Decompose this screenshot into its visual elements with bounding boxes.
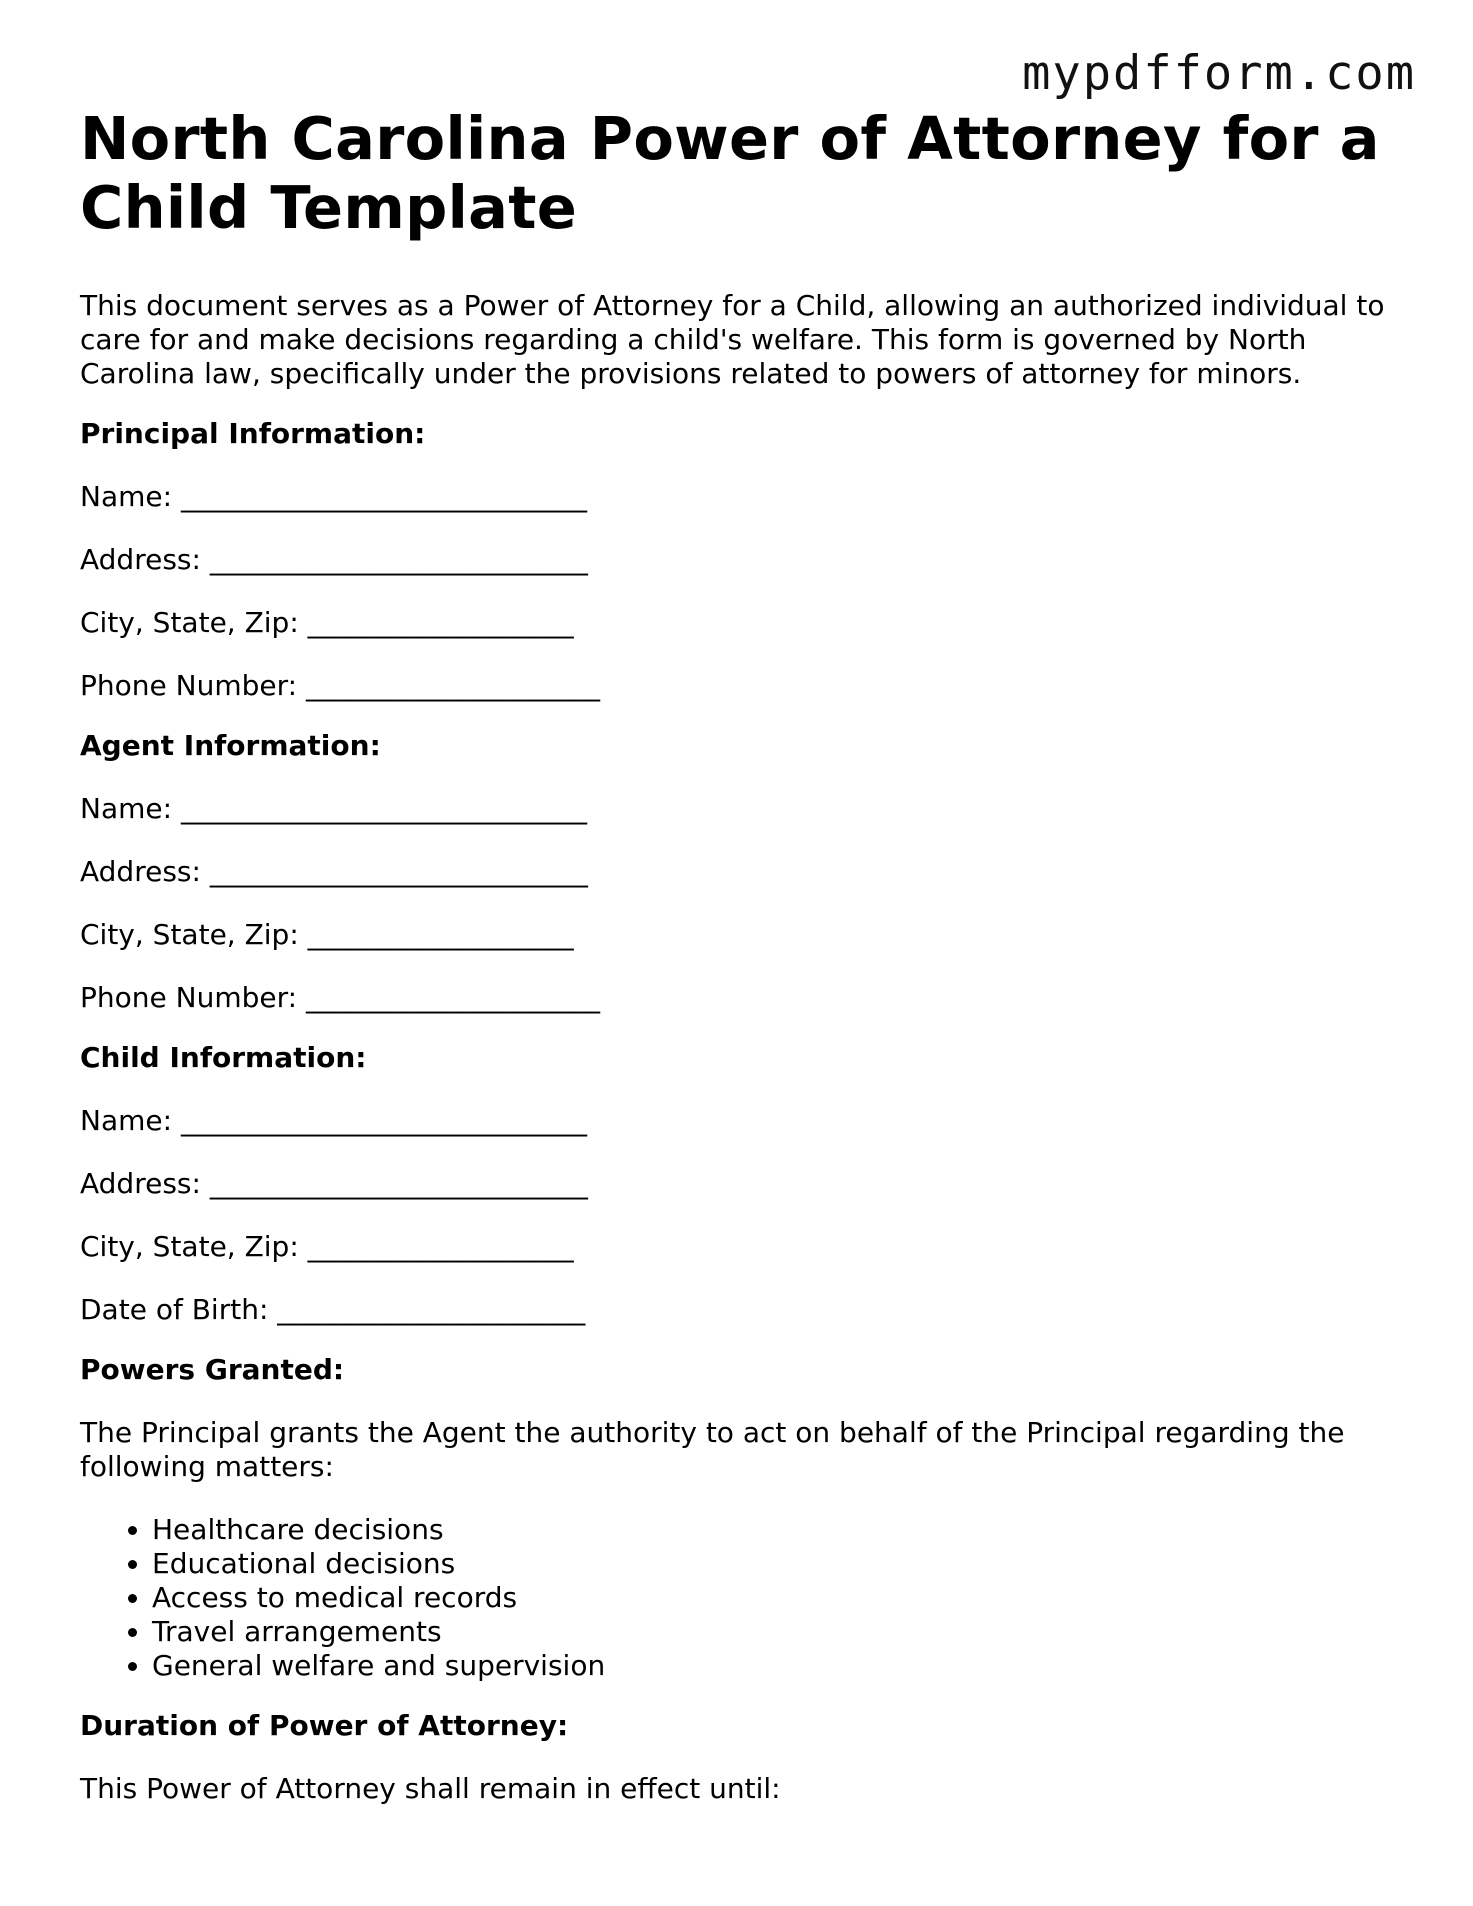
agent-heading: Agent Information: xyxy=(80,729,381,762)
child-name-field[interactable]: Name: _____________________________ xyxy=(80,1104,587,1137)
powers-list-item: • Educational decisions xyxy=(152,1547,1400,1581)
agent-name-field[interactable]: Name: _____________________________ xyxy=(80,792,587,825)
powers-list-item: • Access to medical records xyxy=(152,1581,1400,1615)
agent-section xyxy=(80,729,1400,1015)
child-heading: Child Information: xyxy=(80,1041,367,1074)
powers-list-item: • Travel arrangements xyxy=(152,1615,1400,1649)
powers-list xyxy=(80,1513,1400,1683)
duration-heading: Duration of Power of Attorney: xyxy=(80,1709,569,1742)
document-title: North Carolina Power of Attorney for a Child Template xyxy=(80,104,1380,242)
principal-address-field[interactable]: Address: ___________________________ xyxy=(80,543,588,576)
child-section xyxy=(80,1041,1400,1327)
watermark-site-name: mypdfform.com xyxy=(1022,46,1416,101)
principal-phone-field[interactable]: Phone Number: _____________________ xyxy=(80,669,600,702)
powers-list-item: • Healthcare decisions xyxy=(152,1513,1400,1547)
principal-section xyxy=(80,417,1400,703)
agent-address-field[interactable]: Address: ___________________________ xyxy=(80,855,588,888)
powers-list-item: • General welfare and supervision xyxy=(152,1649,1400,1683)
duration-paragraph: This Power of Attorney shall remain in effect until: xyxy=(80,1772,781,1805)
intro-paragraph: This document serves as a Power of Attorney for a Child, allowing an authorized individual to care for and make decisions regarding a child's welfare. This form is governed by North Carolina law, specifically under the provisions related to powers of attorney for minors. xyxy=(80,289,1385,390)
child-address-field[interactable]: Address: ___________________________ xyxy=(80,1167,588,1200)
child-dob-field[interactable]: Date of Birth: ______________________ xyxy=(80,1293,586,1326)
document-page xyxy=(80,104,1400,1806)
powers-heading: Powers Granted: xyxy=(80,1353,345,1386)
principal-heading: Principal Information: xyxy=(80,417,426,450)
agent-phone-field[interactable]: Phone Number: _____________________ xyxy=(80,981,600,1014)
child-city-state-zip-field[interactable]: City, State, Zip: ___________________ xyxy=(80,1230,574,1263)
powers-section xyxy=(80,1353,1400,1683)
duration-section xyxy=(80,1709,1400,1806)
principal-city-state-zip-field[interactable]: City, State, Zip: ___________________ xyxy=(80,606,574,639)
principal-name-field[interactable]: Name: _____________________________ xyxy=(80,480,587,513)
agent-city-state-zip-field[interactable]: City, State, Zip: ___________________ xyxy=(80,918,574,951)
powers-paragraph: The Principal grants the Agent the authority to act on behalf of the Principal regarding the following matters: xyxy=(80,1416,1345,1483)
